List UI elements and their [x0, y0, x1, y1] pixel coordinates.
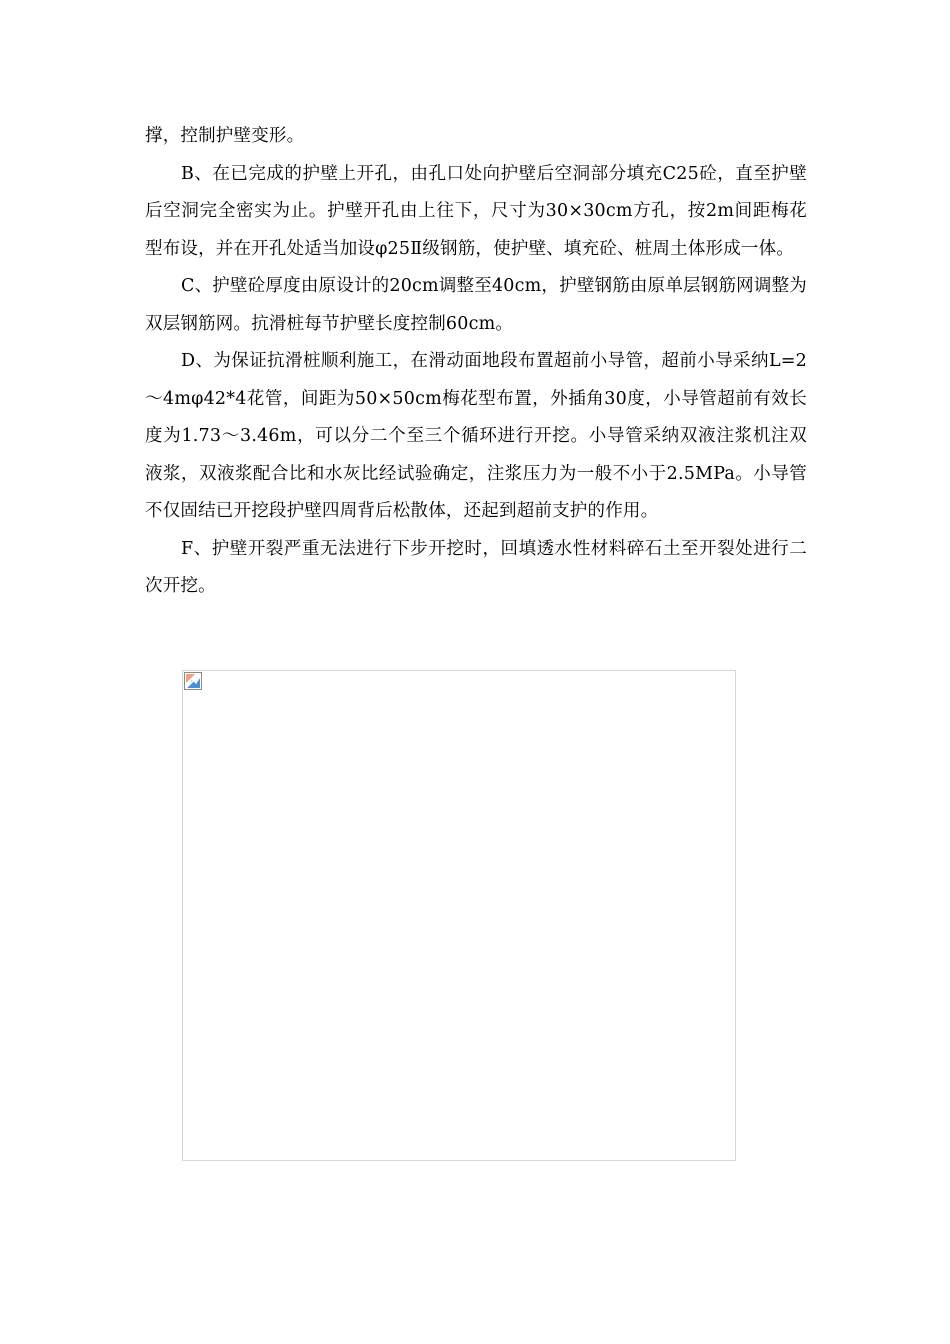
- paragraph-c: C、护壁砼厚度由原设计的20cm调整至40cm，护壁钢筋由原单层钢筋网调整为双层钢筋网。抗滑桩每节护壁长度控制60cm。: [145, 276, 807, 334]
- paragraph-d: D、为保证抗滑桩顺利施工，在滑动面地段布置超前小导管，超前小导采纳L=2～4mφ42*4花管，间距为50×50cm梅花型布置，外插角30度，小导管超前有效长度为1.73～3.46m，可以分二个至三个循环进行开挖。小导管采纳双液注浆机注双液浆，双液浆配合比和水灰比经试验确定，注浆压力为一般不小于2.5MPa。小导管不仅固结已开挖段护壁四周背后松散体，还起到超前支护的作用。: [145, 351, 807, 521]
- paragraph-f: F、护壁开裂严重无法进行下步开挖时，回填透水性材料碎石土至开裂处进行二次开挖。: [145, 538, 807, 596]
- figure-placeholder: [182, 670, 736, 1161]
- broken-image-icon: [183, 671, 203, 691]
- paragraph-b: B、在已完成的护壁上开孔，由孔口处向护壁后空洞部分填充C25砼，直至护壁后空洞完全密实为止。护壁开孔由上往下，尺寸为30×30cm方孔，按2m间距梅花型布设，并在开孔处适当加设φ25Ⅱ级钢筋，使护壁、填充砼、桩周土体形成一体。: [145, 163, 807, 259]
- paragraph-continuation: 撑，控制护壁变形。: [145, 126, 305, 146]
- document-body: [145, 118, 807, 606]
